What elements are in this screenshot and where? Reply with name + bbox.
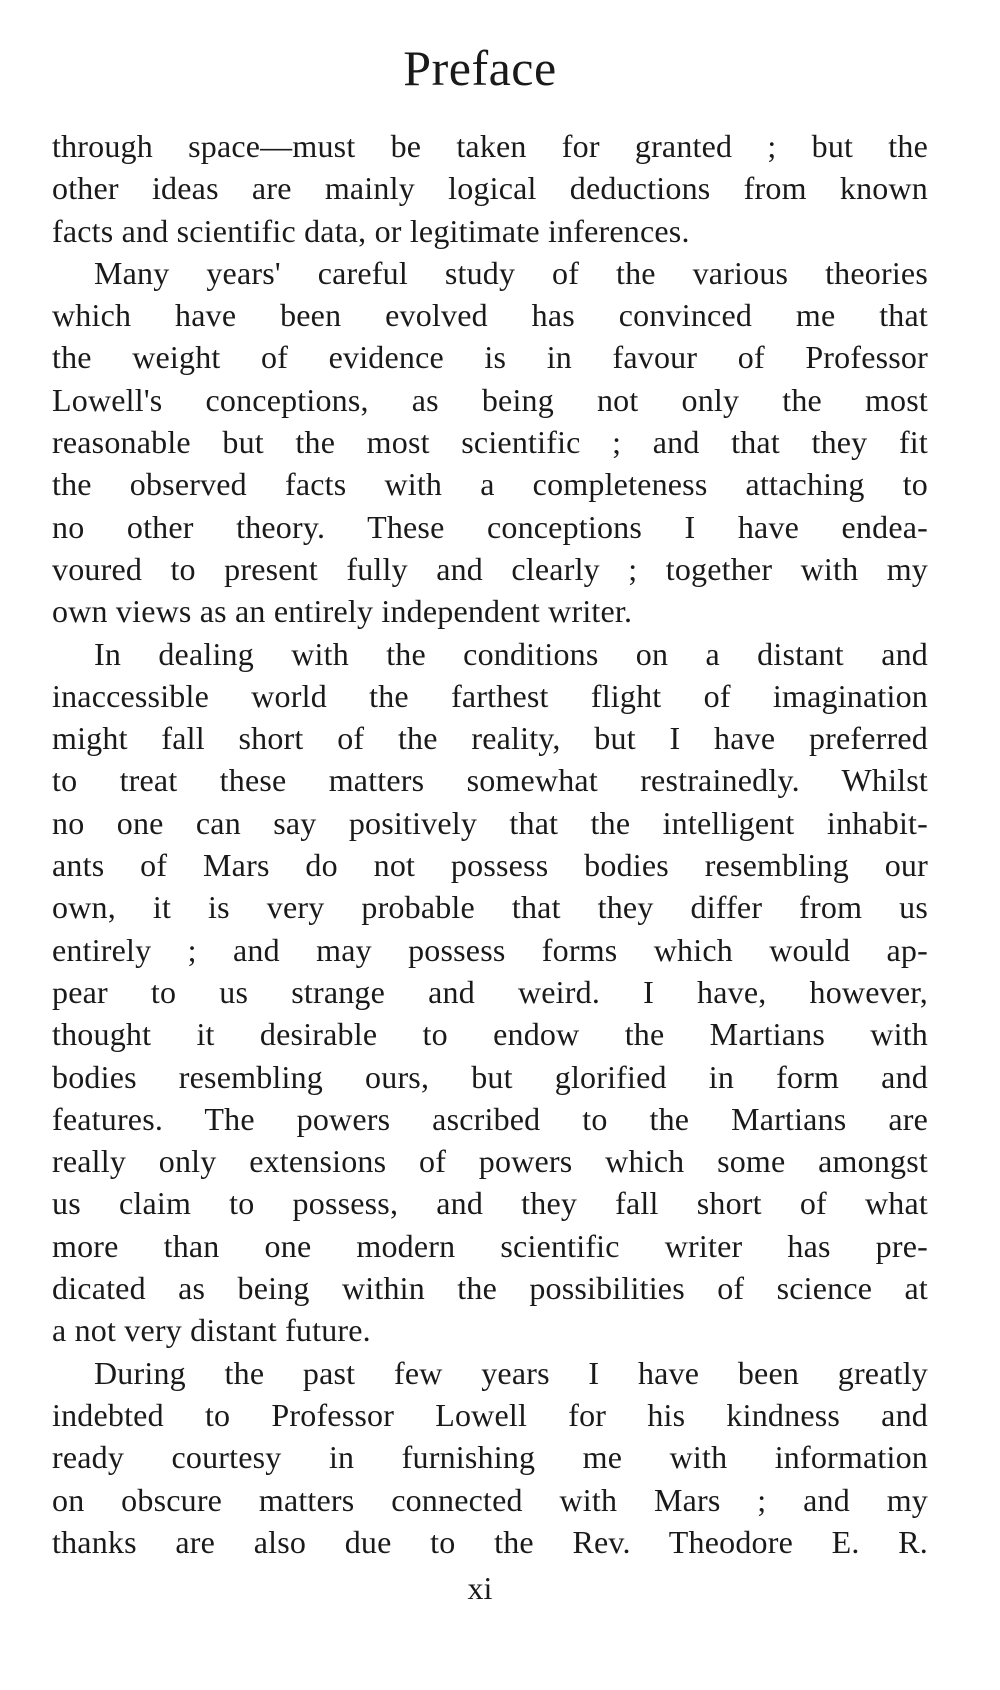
text-line: entirely ; and may possess forms which would ap-: [52, 931, 928, 968]
text-line: to treat these matters somewhat restrainedly. Whilst: [52, 762, 928, 799]
text-line: dicated as being within the possibilities of science at: [52, 1270, 928, 1307]
body-text: [52, 125, 928, 1563]
text-line: Many years' careful study of the various theories: [94, 254, 928, 291]
running-header: Preface: [403, 40, 557, 96]
text-line: really only extensions of powers which some amongst: [52, 1143, 928, 1180]
text-line: own views as an entirely independent writer.: [52, 593, 633, 630]
text-line: no other theory. These conceptions I have endea-: [52, 508, 928, 545]
page-number: xi: [467, 1570, 493, 1606]
paragraph: [52, 125, 928, 252]
text-line: voured to present fully and clearly ; together with my: [52, 550, 928, 587]
text-line: on obscure matters connected with Mars ; and my: [52, 1481, 928, 1518]
text-line: which have been evolved has convinced me that: [52, 297, 928, 334]
text-line: more than one modern scientific writer has pre-: [52, 1227, 928, 1264]
paragraph: [52, 1352, 928, 1563]
text-line: no one can say positively that the intelligent inhabit-: [52, 804, 928, 841]
paragraph: [52, 633, 928, 1352]
text-line: own, it is very probable that they differ from us: [52, 889, 928, 926]
text-line: During the past few years I have been greatly: [94, 1354, 928, 1391]
text-line: the weight of evidence is in favour of Professor: [52, 339, 928, 376]
text-line: In dealing with the conditions on a distant and: [94, 635, 928, 672]
text-line: ready courtesy in furnishing me with information: [52, 1439, 928, 1476]
text-line: ants of Mars do not possess bodies resembling our: [52, 847, 928, 884]
text-line: facts and scientific data, or legitimate inferences.: [52, 212, 690, 249]
text-line: bodies resembling ours, but glorified in form and: [52, 1058, 928, 1095]
text-line: pear to us strange and weird. I have, however,: [52, 973, 928, 1010]
text-line: the observed facts with a completeness attaching to: [52, 466, 928, 503]
text-line: us claim to possess, and they fall short of what: [52, 1185, 928, 1222]
text-line: a not very distant future.: [52, 1312, 371, 1349]
text-line: Lowell's conceptions, as being not only the most: [52, 381, 928, 418]
text-line: inaccessible world the farthest flight of imagination: [52, 677, 928, 714]
text-line: features. The powers ascribed to the Martians are: [52, 1100, 928, 1137]
paragraph: [52, 252, 928, 633]
text-line: through space—must be taken for granted ; but the: [52, 128, 928, 164]
text-line: thanks are also due to the Rev. Theodore E. R.: [52, 1523, 928, 1560]
text-line: might fall short of the reality, but I have preferred: [52, 720, 928, 757]
text-line: reasonable but the most scientific ; and that they fit: [52, 424, 928, 461]
text-line: other ideas are mainly logical deductions from known: [52, 170, 928, 207]
text-line: thought it desirable to endow the Martians with: [52, 1016, 928, 1053]
text-line: indebted to Professor Lowell for his kindness and: [52, 1396, 928, 1433]
